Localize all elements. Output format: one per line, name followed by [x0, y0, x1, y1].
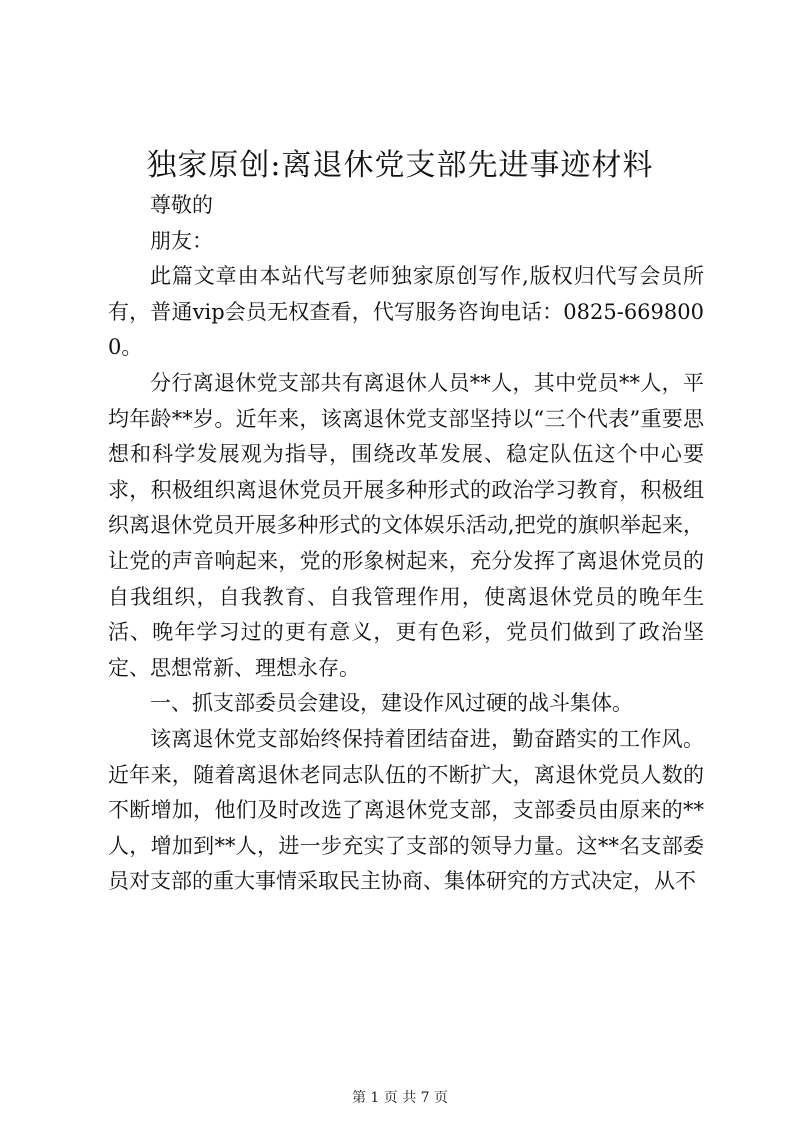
salutation-line-1: 尊敬的: [150, 193, 213, 217]
section-heading-1: 一、抓支部委员会建设，建设作风过硬的战斗集体。: [150, 691, 633, 716]
salutation-line-2: 朋友：: [150, 228, 213, 253]
section-1-paragraph: 该离退休党支部始终保持着团结奋进，勤奋踏实的工作风。近年来，随着离退休老同志队伍的不断扩大，离退休党员人数的不断增加，他们及时改选了离退休党支部，支部委员由原来的**人，增加到**人，进一步充实了支部的领导力量。这**名支部委员对支部的重大事情采取民主协商、集体研究的方式决定，从不: [108, 726, 704, 894]
intro-paragraph: 分行离退休党支部共有离退休人员**人，其中党员**人，平均年龄**岁。近年来，该离退休党支部坚持以“三个代表”重要思想和科学发展观为指导，围绕改革发展、稳定队伍这个中心要求，积极组织离退休党员开展多种形式的政治学习教育，积极组织离退休党员开展多种形式的文体娱乐活动,把党的旗帜举起来，让党的声音响起来，党的形象树起来，充分发挥了离退休党员的自我组织，自我教育、自我管理作用，使离退休党员的晚年生活、晚年学习过的更有意义，更有色彩，党员们做到了政治坚定、思想常新、理想永存。: [108, 370, 704, 680]
document-body: [108, 188, 704, 900]
document-title: 独家原创:离退休党支部先进事迹材料: [146, 148, 654, 183]
page-footer: 第 1 页 共 7 页: [351, 1090, 449, 1106]
copyright-notice-paragraph: 此篇文章由本站代写老师独家原创写作,版权归代写会员所有，普通vip会员无权查看，代写服务咨询电话：0825-6698000。: [108, 264, 704, 360]
